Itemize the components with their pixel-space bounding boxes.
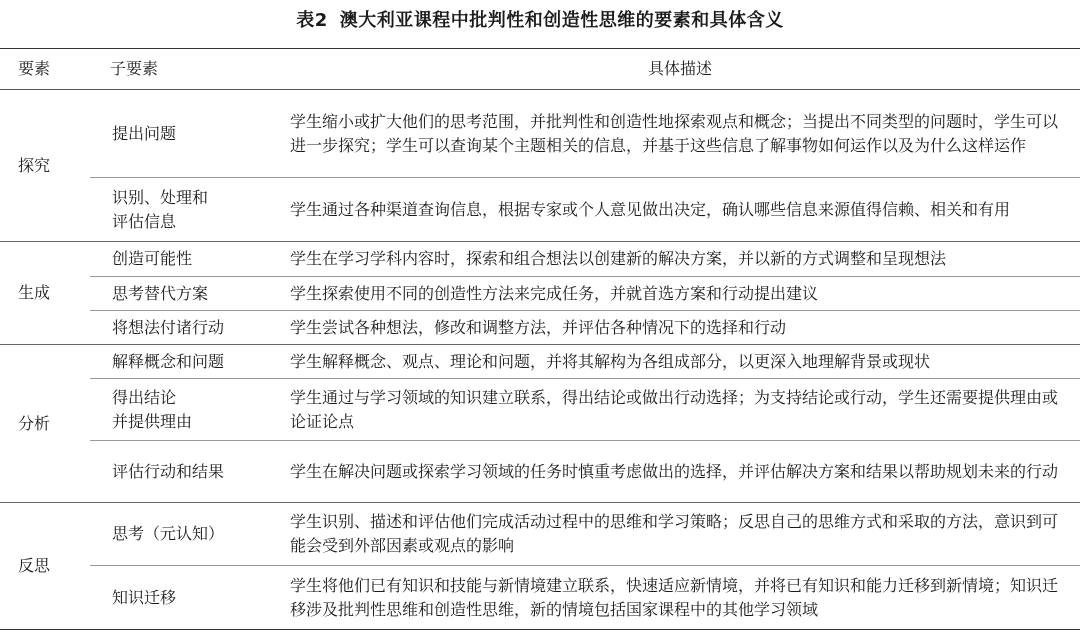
sub-element-cell: 将想法付诸行动: [90, 311, 280, 345]
description-cell: 学生通过与学习领域的知识建立联系，得出结论或做出行动选择；为支持结论或行动，学生还需要提供理由或论证论点: [280, 379, 1080, 441]
sub-element-cell: 评估行动和结果: [90, 441, 280, 503]
table-row: [0, 242, 1080, 277]
table-row: [0, 311, 1080, 345]
table-row: [0, 503, 1080, 566]
description-cell: 学生尝试各种想法，修改和调整方法，并评估各种情况下的选择和行动: [280, 311, 1080, 345]
description-cell: 学生在学习学科内容时，探索和组合想法以创建新的解决方案，并以新的方式调整和呈现想法: [280, 242, 1080, 277]
element-cell: 分析: [0, 345, 90, 503]
description-cell: 学生识别、描述和评估他们完成活动过程中的思维和学习策略；反思自己的思维方式和采取的方法，意识到可能会受到外部因素或观点的影响: [280, 503, 1080, 566]
elements-table: [0, 48, 1080, 630]
description-cell: 学生解释概念、观点、理论和问题，并将其解构为各组成部分，以更深入地理解背景或现状: [280, 345, 1080, 379]
element-cell: 生成: [0, 242, 90, 345]
description-cell: 学生将他们已有知识和技能与新情境建立联系，快速适应新情境，并将已有知识和能力迁移到新情境；知识迁移涉及批判性思维和创造性思维，新的情境包括国家课程中的其他学习领域: [280, 566, 1080, 630]
element-cell: 探究: [0, 90, 90, 242]
table-row: [0, 566, 1080, 630]
header-sub-element: 子要素: [90, 49, 280, 90]
sub-element-cell: 提出问题: [90, 90, 280, 178]
description-cell: 学生探索使用不同的创造性方法来完成任务，并就首选方案和行动提出建议: [280, 277, 1080, 311]
description-cell: 学生缩小或扩大他们的思考范围，并批判性和创造性地探索观点和概念；当提出不同类型的问题时，学生可以进一步探究；学生可以查询某个主题相关的信息，并基于这些信息了解事物如何运作以及为什么这样运作: [280, 90, 1080, 178]
table-row: [0, 345, 1080, 379]
description-cell: 学生在解决问题或探索学习领域的任务时慎重考虑做出的选择，并评估解决方案和结果以帮助规划未来的行动: [280, 441, 1080, 503]
table-row: [0, 441, 1080, 503]
table-row: [0, 277, 1080, 311]
element-cell: 反思: [0, 503, 90, 630]
sub-element-cell: 创造可能性: [90, 242, 280, 277]
table-number: 表2: [296, 10, 328, 31]
table-caption: [0, 6, 1080, 32]
table-title: 澳大利亚课程中批判性和创造性思维的要素和具体含义: [339, 10, 784, 31]
table-row: [0, 178, 1080, 242]
description-cell: 学生通过各种渠道查询信息，根据专家或个人意见做出决定，确认哪些信息来源值得信赖、相关和有用: [280, 178, 1080, 242]
sub-element-cell: 识别、处理和 评估信息: [90, 178, 280, 242]
table-row: [0, 90, 1080, 178]
header-row: [0, 49, 1080, 90]
sub-element-cell: 得出结论 并提供理由: [90, 379, 280, 441]
sub-element-cell: 思考（元认知）: [90, 503, 280, 566]
header-element: 要素: [0, 49, 90, 90]
sub-element-cell: 知识迁移: [90, 566, 280, 630]
sub-element-cell: 解释概念和问题: [90, 345, 280, 379]
sub-element-cell: 思考替代方案: [90, 277, 280, 311]
header-description: 具体描述: [280, 49, 1080, 90]
table-row: [0, 379, 1080, 441]
